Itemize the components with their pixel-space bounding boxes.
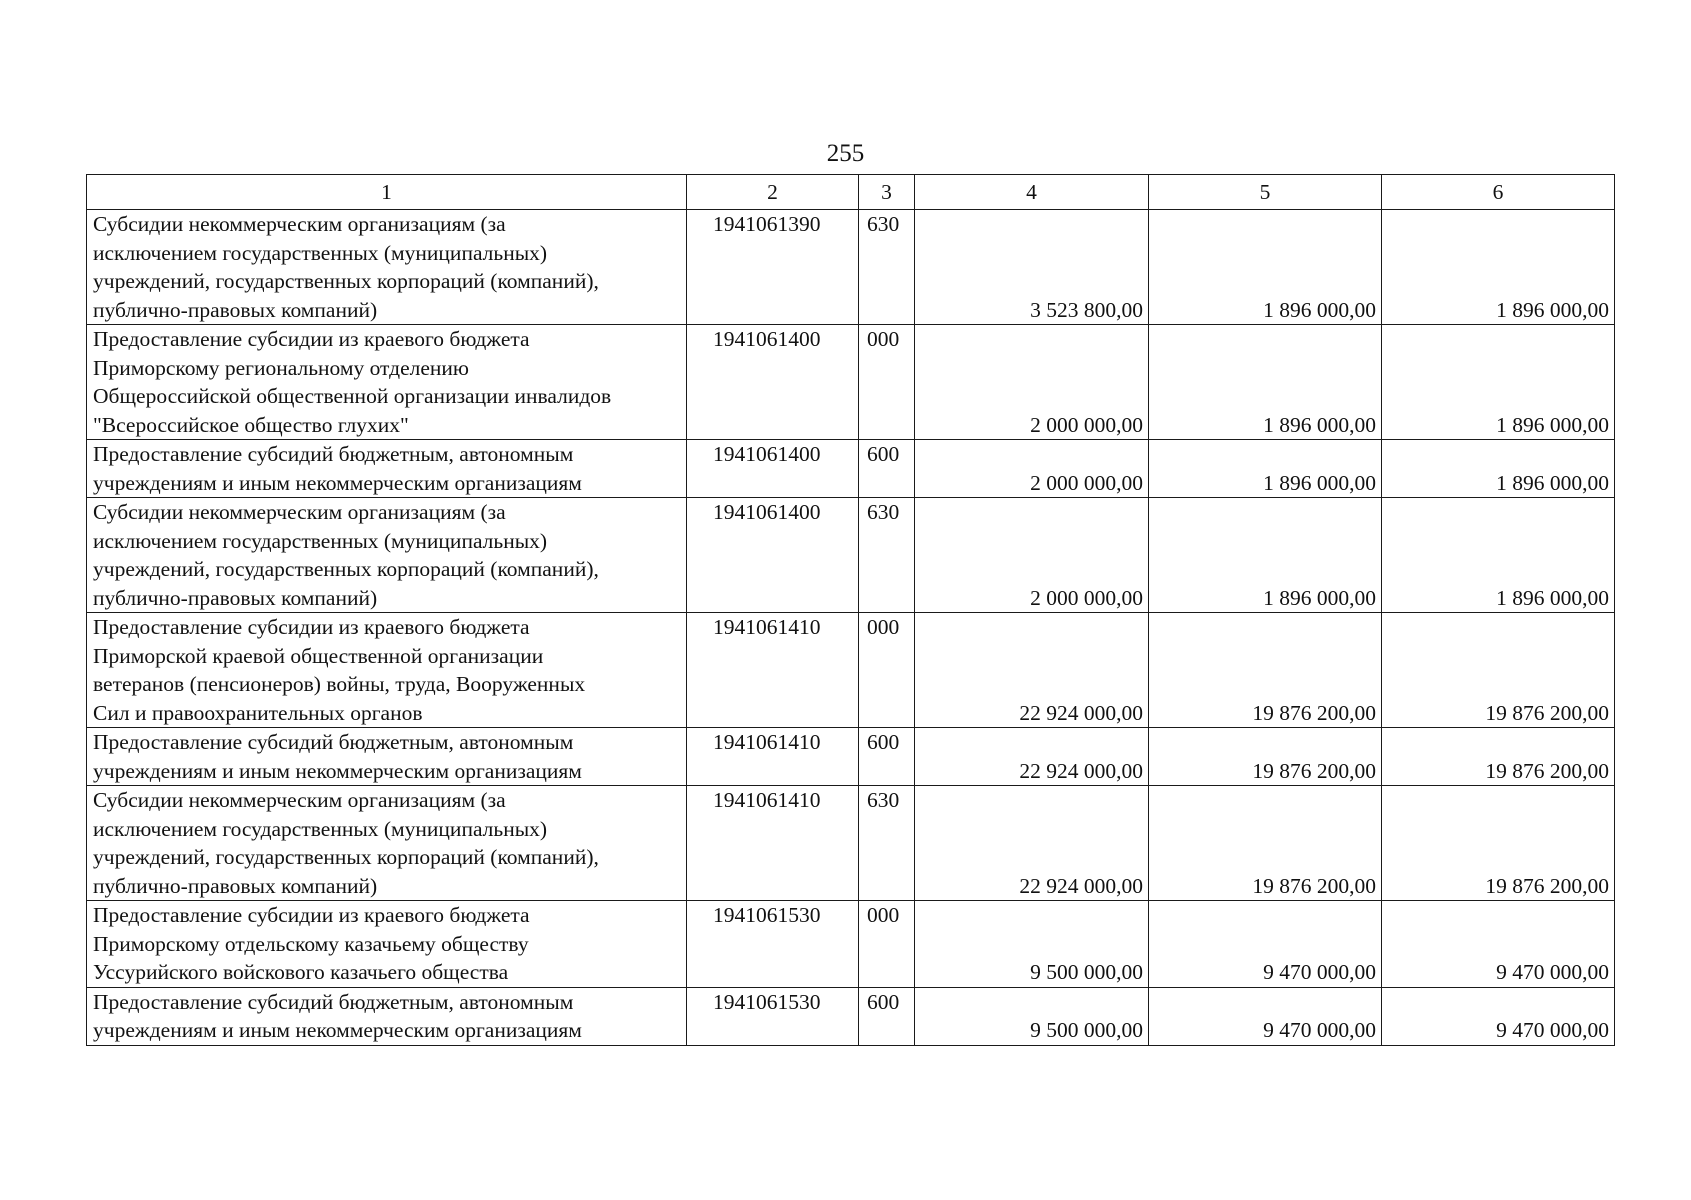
row-amount-col5: 19 876 200,00: [1149, 613, 1382, 728]
row-amount-col5: 1 896 000,00: [1149, 440, 1382, 498]
table-row: [87, 987, 1615, 1045]
row-amount-col6: 19 876 200,00: [1382, 786, 1615, 901]
row-name-line: Предоставление субсидии из краевого бюджета: [93, 903, 530, 927]
table-row: [87, 498, 1615, 613]
row-kind-cell: 600: [859, 728, 915, 786]
table-row: [87, 728, 1615, 786]
row-name-cell: [87, 325, 687, 440]
row-amount-col5: 9 470 000,00: [1149, 901, 1382, 988]
row-amount-col4: 22 924 000,00: [915, 613, 1149, 728]
row-name-line: публично-правовых компаний): [93, 297, 378, 322]
row-code-cell: 1941061400: [687, 498, 859, 613]
row-name-cell: [87, 613, 687, 728]
row-kind-cell: 600: [859, 440, 915, 498]
header-col-3: 3: [859, 175, 915, 210]
row-kind-cell: 630: [859, 498, 915, 613]
row-kind-cell: 000: [859, 325, 915, 440]
header-col-4: 4: [915, 175, 1149, 210]
row-amount-col6: 9 470 000,00: [1382, 987, 1615, 1045]
table-body: [87, 210, 1615, 1046]
row-name-line: Предоставление субсидии из краевого бюджета: [93, 615, 530, 639]
budget-table: [86, 174, 1615, 1046]
row-name-line: ветеранов (пенсионеров) войны, труда, Вооруженных: [93, 672, 586, 696]
table-row: [87, 613, 1615, 728]
row-name-line: Предоставление субсидий бюджетным, автономным: [93, 442, 574, 466]
row-name-line: Приморскому отдельскому казачьему обществу: [93, 931, 529, 956]
row-name-line: Уссурийского войскового казачьего общества: [93, 960, 509, 984]
row-name-cell: [87, 987, 687, 1045]
row-amount-col5: 1 896 000,00: [1149, 498, 1382, 613]
row-name-line: Приморской краевой общественной организации: [93, 643, 544, 668]
row-amount-col4: 9 500 000,00: [915, 901, 1149, 988]
table-row: [87, 901, 1615, 988]
row-name-line: Приморскому региональному отделению: [93, 355, 469, 380]
row-amount-col6: 1 896 000,00: [1382, 210, 1615, 325]
row-name-line: учреждений, государственных корпораций (компаний),: [93, 845, 599, 869]
row-name-line: Предоставление субсидий бюджетным, автономным: [93, 730, 574, 754]
row-code-cell: 1941061410: [687, 786, 859, 901]
row-amount-col4: 22 924 000,00: [915, 728, 1149, 786]
page-number: 255: [826, 140, 865, 167]
row-name-line: публично-правовых компаний): [93, 873, 378, 898]
row-kind-cell: 000: [859, 901, 915, 988]
row-name-cell: [87, 498, 687, 613]
row-kind-cell: 630: [859, 210, 915, 325]
row-name-cell: [87, 786, 687, 901]
row-amount-col6: 1 896 000,00: [1382, 440, 1615, 498]
table-header: [87, 175, 1615, 210]
row-amount-col6: 1 896 000,00: [1382, 498, 1615, 613]
row-name-cell: [87, 728, 687, 786]
row-name-line: исключением государственных (муниципальных): [93, 528, 548, 553]
row-amount-col6: 19 876 200,00: [1382, 728, 1615, 786]
row-name-line: учреждений, государственных корпораций (компаний),: [93, 269, 599, 293]
row-name-line: исключением государственных (муниципальных): [93, 240, 548, 265]
row-amount-col5: 9 470 000,00: [1149, 987, 1382, 1045]
row-amount-col4: 2 000 000,00: [915, 498, 1149, 613]
header-col-1: 1: [87, 175, 687, 210]
row-amount-col5: 19 876 200,00: [1149, 728, 1382, 786]
table-row: [87, 440, 1615, 498]
row-name-cell: [87, 901, 687, 988]
row-name-cell: [87, 440, 687, 498]
row-code-cell: 1941061530: [687, 901, 859, 988]
row-name-line: учреждений, государственных корпораций (компаний),: [93, 557, 599, 581]
header-row: [87, 175, 1615, 210]
row-amount-col5: 1 896 000,00: [1149, 210, 1382, 325]
row-name-line: учреждениям и иным некоммерческим организациям: [93, 1018, 582, 1042]
header-col-6: 6: [1382, 175, 1615, 210]
table-row: [87, 786, 1615, 901]
row-name-line: учреждениям и иным некоммерческим организациям: [93, 470, 582, 495]
row-amount-col4: 2 000 000,00: [915, 325, 1149, 440]
row-name-line: Общероссийской общественной организации инвалидов: [93, 384, 612, 408]
row-code-cell: 1941061410: [687, 613, 859, 728]
header-col-2: 2: [687, 175, 859, 210]
row-name-line: Предоставление субсидии из краевого бюджета: [93, 327, 530, 351]
header-col-5: 5: [1149, 175, 1382, 210]
row-amount-col6: 19 876 200,00: [1382, 613, 1615, 728]
row-name-line: "Всероссийское общество глухих": [93, 412, 409, 437]
row-kind-cell: 000: [859, 613, 915, 728]
row-name-line: Субсидии некоммерческим организациям (за: [93, 788, 506, 812]
row-name-line: учреждениям и иным некоммерческим организациям: [93, 758, 582, 783]
row-name-line: Субсидии некоммерческим организациям (за: [93, 500, 506, 524]
row-amount-col4: 22 924 000,00: [915, 786, 1149, 901]
row-code-cell: 1941061410: [687, 728, 859, 786]
row-name-line: исключением государственных (муниципальных): [93, 816, 548, 841]
row-name-line: Субсидии некоммерческим организациям (за: [93, 212, 506, 236]
table-row: [87, 210, 1615, 325]
row-name-line: Сил и правоохранительных органов: [93, 700, 423, 725]
row-amount-col6: 1 896 000,00: [1382, 325, 1615, 440]
row-code-cell: 1941061390: [687, 210, 859, 325]
row-name-line: публично-правовых компаний): [93, 585, 378, 610]
row-code-cell: 1941061400: [687, 440, 859, 498]
row-amount-col4: 9 500 000,00: [915, 987, 1149, 1045]
row-amount-col4: 2 000 000,00: [915, 440, 1149, 498]
row-name-line: Предоставление субсидий бюджетным, автономным: [93, 989, 574, 1014]
row-amount-col5: 1 896 000,00: [1149, 325, 1382, 440]
row-kind-cell: 630: [859, 786, 915, 901]
row-amount-col4: 3 523 800,00: [915, 210, 1149, 325]
row-kind-cell: 600: [859, 987, 915, 1045]
table-row: [87, 325, 1615, 440]
row-code-cell: 1941061400: [687, 325, 859, 440]
row-code-cell: 1941061530: [687, 987, 859, 1045]
row-amount-col6: 9 470 000,00: [1382, 901, 1615, 988]
row-name-cell: [87, 210, 687, 325]
row-amount-col5: 19 876 200,00: [1149, 786, 1382, 901]
